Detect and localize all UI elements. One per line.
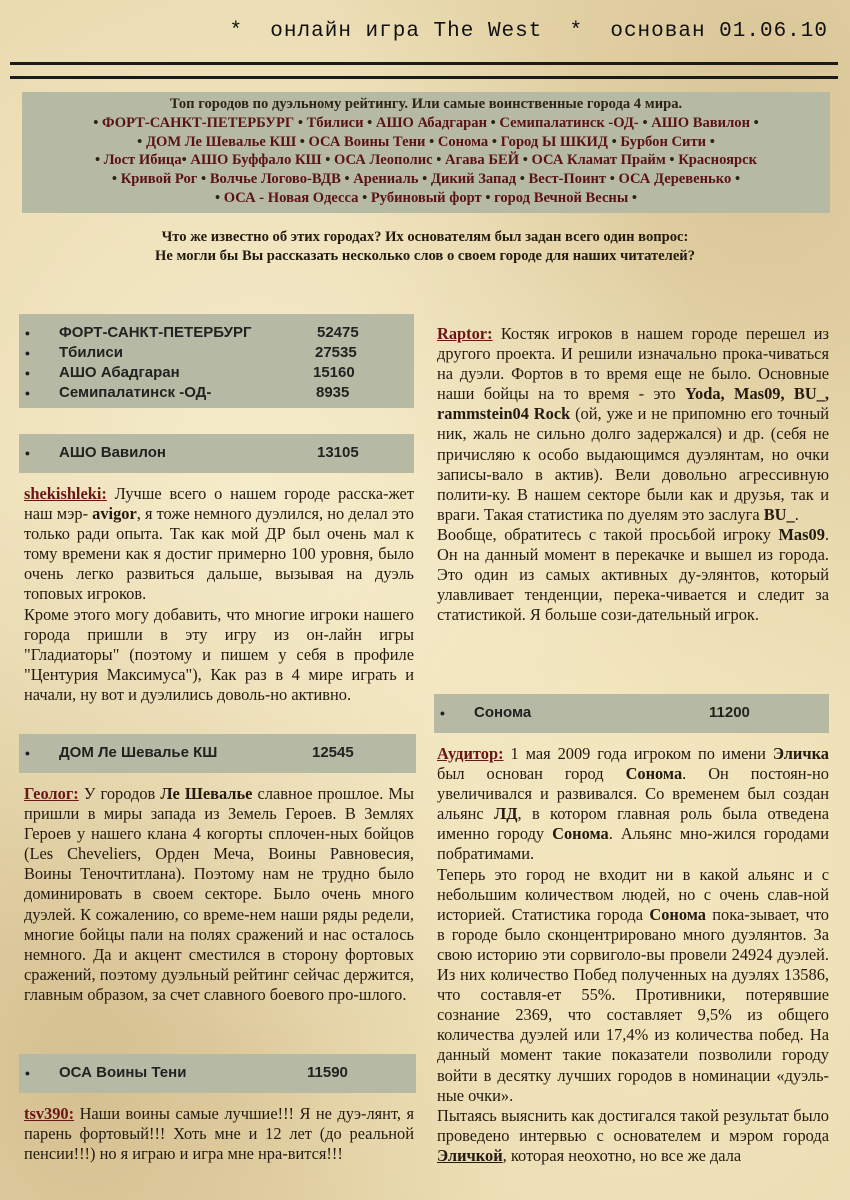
city-score: 11200 [709, 704, 750, 721]
score-row [19, 1063, 416, 1083]
city-score: 15160 [313, 364, 355, 381]
article-tsv390 [24, 1104, 414, 1164]
top-cities-line: • Кривой Рог • Волчье Логово-ВДВ • Арениаль • Дикий Запад • Вест-Поинт • ОСА Деревенько • [111, 171, 741, 188]
article-geolog [24, 784, 414, 1005]
intro-line-2: Не могли бы Вы рассказать несколько слов о своем городе для наших читателей? [154, 248, 696, 264]
article-author: Геолог: [24, 784, 79, 803]
bullet: • [25, 325, 30, 341]
city-score: 12545 [312, 744, 354, 761]
article-bold: Mas09 [778, 524, 825, 544]
article-auditor [437, 744, 829, 1166]
city-name: Бурбон Сити [620, 133, 707, 150]
city-name: АШО Вавилон [651, 114, 750, 131]
article-text: . [794, 504, 799, 524]
bullet: • [25, 365, 30, 381]
city-name: Сонома [437, 133, 489, 150]
city-name: город Вечной Весны [494, 189, 629, 206]
city-name: Вест-Поинт [528, 171, 607, 188]
article-text: Костяк игроков в нашем городе перешел из другого проекта. И решили изначально прока-чиваться на дуэли. Фортов в то время еще не было. Основные наши бойцы на то время - это [437, 324, 829, 404]
article-text: (ой, уже и не припомню его точный ник, жаль не сильно долго задержался) и др. (себя не причисляю к особо выдающимся дуэлянтам, но очки записы-вало в актив). Вели довольно агрессивную полити-ку. В нашем секторе были как и друзья, так и враги. Такая статистика по дуелям это заслуга [437, 404, 829, 524]
city-name: ДОМ Ле Шевалье КШ [59, 744, 218, 761]
city-name: Лост Ибица [103, 152, 182, 169]
city-name: Дикий Запад [430, 171, 517, 188]
city-name: ОСА Воины Тени [308, 133, 426, 150]
article-text: , которая неохотно, но все же дала [502, 1145, 742, 1165]
article-text: Пытаясь выяснить как достигался такой результат было проведено интервью с основателем и мэром города [437, 1105, 829, 1145]
city-name: Красноярск [678, 152, 757, 169]
city-name: ОСА Леополис [333, 152, 433, 169]
article-author: Raptor: [437, 324, 493, 343]
top-cities-line: • Лост Ибица• АШО Буффало КШ • ОСА Леополис • Агава БЕЙ • ОСА Кламат Прайм • Красноярск [95, 152, 757, 169]
article-raptor [437, 324, 829, 625]
article-text: , я тоже немного дуэлился, но делал это только ради опыта. Так как мой ДР был очень мал к тому времени как я достиг примерно 100 уровня, было очень легко развиться дальше, вызывая на дуэль топовых игроков. [24, 504, 414, 604]
city-name: АШО Абадгаран [59, 364, 180, 381]
city-name: АШО Буффало КШ [190, 152, 322, 169]
article-text: Лучше всего о нашем городе расска-жет наш мэр- [24, 484, 414, 524]
city-score: 13105 [317, 444, 359, 461]
article-text: Наши воины самые лучшие!!! Я не дуэ-лянт, я парень фортовый!!! Хоть мне и 12 лет (до реальной пенсии!!!) но я играю и игра мне нра-вится!!! [24, 1104, 414, 1164]
score-row [19, 323, 414, 343]
bullet: • [25, 745, 30, 761]
article-text: У городов [78, 784, 161, 803]
score-bar-osa [19, 1054, 416, 1093]
city-name: Сонома [474, 704, 532, 721]
city-score: 27535 [315, 344, 357, 361]
score-bar-dom [19, 734, 416, 773]
article-text: был основан город [437, 764, 626, 784]
intro-question [40, 228, 810, 266]
article-author: tsv390: [24, 1104, 75, 1123]
article-text: 1 мая 2009 года игроком по имени [503, 744, 773, 763]
article-text: Теперь это город не входит ни в какой альянс и с небольшим количеством людей, но с очень слав-ной историей. Статистика города [437, 864, 829, 924]
article-bold: avigor [92, 504, 137, 524]
city-name: Семипалатинск -ОД- [499, 114, 639, 131]
article-text: . Альянс мно-жился городами побратимами. [437, 824, 829, 864]
article-bold: Эличкой [437, 1145, 503, 1165]
city-name: Город Ы ШКИД [500, 133, 608, 150]
score-row [19, 743, 416, 763]
city-name: Семипалатинск -ОД- [59, 384, 212, 401]
article-text: , в котором главная роль была отведена именно городу [437, 804, 829, 844]
bullet: • [440, 705, 445, 721]
city-score: 8935 [316, 384, 350, 401]
city-name: ФОРТ-САНКТ-ПЕТЕРБУРГ [59, 324, 252, 341]
city-name: АШО Абадгаран [375, 114, 487, 131]
city-name: ДОМ Ле Шевалье КШ [145, 133, 297, 150]
score-row [19, 343, 414, 363]
article-text: пока-зывает, что в городе было сконцентрировано много дуэлянтов. За свою историю эти сорвиголо-вы провели 24924 дуэлей. Из них количество Побед полученных на дуэлях 13586, что составля-ет 55%. Противники, потерявшие сознание 2369, что составляет 9,5% из общего количества дуэлей или 17,4% из количества побед. На данный момент такие показатели позволили городу войти в десятку лучших городов в номинации «дуэль-ные очки». [437, 904, 829, 1105]
article-bold: Ле Шевалье [160, 784, 253, 803]
header-rule-bottom [10, 76, 838, 79]
city-name: ОСА - Новая Одесса [223, 189, 359, 206]
city-name: ОСА Деревенько [618, 171, 732, 188]
city-score: 11590 [307, 1064, 348, 1081]
page-header [0, 18, 850, 48]
article-text: славное прошлое. Мы пришли в миры запада из Земель Героев. В Землях Героев у нашего клана 4 когорты сплочен-ных бойцов (Les Cheveliers, Орден Меча, Воины Равновесия, Воины Теночтитлана). Поэтому нам не трудно было доминировать в своем секторе. Было очень много дуэлей. К сожалению, со време-нем наши ряды редели, многие бойцы пали на полях сражений и нас осталось немного. Да и акцент сместился в сторону фортовых сражений, поэтому дуэльный рейтинг сейчас держится, главным образом, за счет славного боевого про-шлого. [24, 784, 414, 1004]
article-bold: Сонома [649, 904, 706, 924]
city-name: Рубиновый форт [370, 189, 482, 206]
city-name: Тбилиси [306, 114, 364, 131]
bullet: • [25, 385, 30, 401]
top-cities-heading: Топ городов по дуэльному рейтингу. Или самые воинственные города 4 мира. [169, 96, 683, 112]
city-name: Арениаль [353, 171, 419, 188]
score-bar-top4 [19, 314, 414, 408]
article-bold: ЛД [494, 804, 518, 824]
article-text: . Он на данный момент в перекачке и вышел из города. Это один из самых активных ду-элянтов, который улавливает тенденции, перека-чивается и следит за статистикой. Я больше сози-дательный игрок. [437, 524, 829, 625]
score-bar-sonoma [434, 694, 829, 733]
city-name: Агава БЕЙ [445, 152, 520, 169]
score-row [19, 443, 414, 463]
city-score: 52475 [317, 324, 359, 341]
city-name: ОСА Воины Тени [59, 1064, 187, 1081]
top-cities-line: • ФОРТ-САНКТ-ПЕТЕРБУРГ • Тбилиси • АШО Абадгаран • Семипалатинск -ОД- • АШО Вавилон • [93, 114, 759, 131]
article-bold: Эличка [772, 744, 829, 763]
city-name: ОСА Кламат Прайм [531, 152, 666, 169]
article-shekishleki [24, 484, 414, 705]
header-rule-top [10, 62, 838, 65]
city-name: Волчье Логово-ВДВ [209, 171, 341, 188]
article-bold: Сонома [552, 824, 609, 844]
city-name: АШО Вавилон [59, 444, 166, 461]
bullet: • [25, 345, 30, 361]
score-row [19, 383, 414, 403]
article-author: Аудитор: [437, 744, 504, 763]
bullet: • [25, 1065, 30, 1081]
top-cities-line: • ОСА - Новая Одесса • Рубиновый форт • город Вечной Весны • [214, 189, 637, 206]
intro-line-1: Что же известно об этих городах? Их основателям был задан всего один вопрос: [161, 229, 689, 245]
score-bar-vavilon [19, 434, 414, 473]
bullet: • [25, 445, 30, 461]
score-row [434, 703, 829, 723]
top-cities-box [22, 92, 830, 213]
article-text: Вообще, обратитесь с такой просьбой игроку [437, 524, 779, 544]
article-text: Кроме этого могу добавить, что многие игроки нашего города пришли в эту игру из он-лайн игры "Гладиаторы" (поэтому и пишем у себя в профиле "Центурия Максимуса"), Как раз в 4 мире играть и начали, ну вот и дуэлились доволь-но активно. [24, 604, 414, 704]
article-author: shekishleki: [24, 484, 107, 503]
article-bold: Сонома [625, 764, 683, 784]
city-name: ФОРТ-САНКТ-ПЕТЕРБУРГ [102, 114, 295, 131]
top-cities-line: • ДОМ Ле Шевалье КШ • ОСА Воины Тени • Сонома • Город Ы ШКИД • Бурбон Сити • [137, 133, 715, 150]
article-bold: BU_ [763, 504, 795, 524]
city-name: Кривой Рог [120, 171, 198, 188]
header-title: * онлайн игра The West * основан 01.06.10 [229, 20, 828, 43]
article-bold: Yoda, Mas09, BU_, rammstein04 Rock [437, 384, 829, 424]
article-text: . Он постоян-но увеличивался и развивался. Со временем был создан альянс [437, 764, 829, 824]
city-name: Тбилиси [59, 344, 123, 361]
score-row [19, 363, 414, 383]
